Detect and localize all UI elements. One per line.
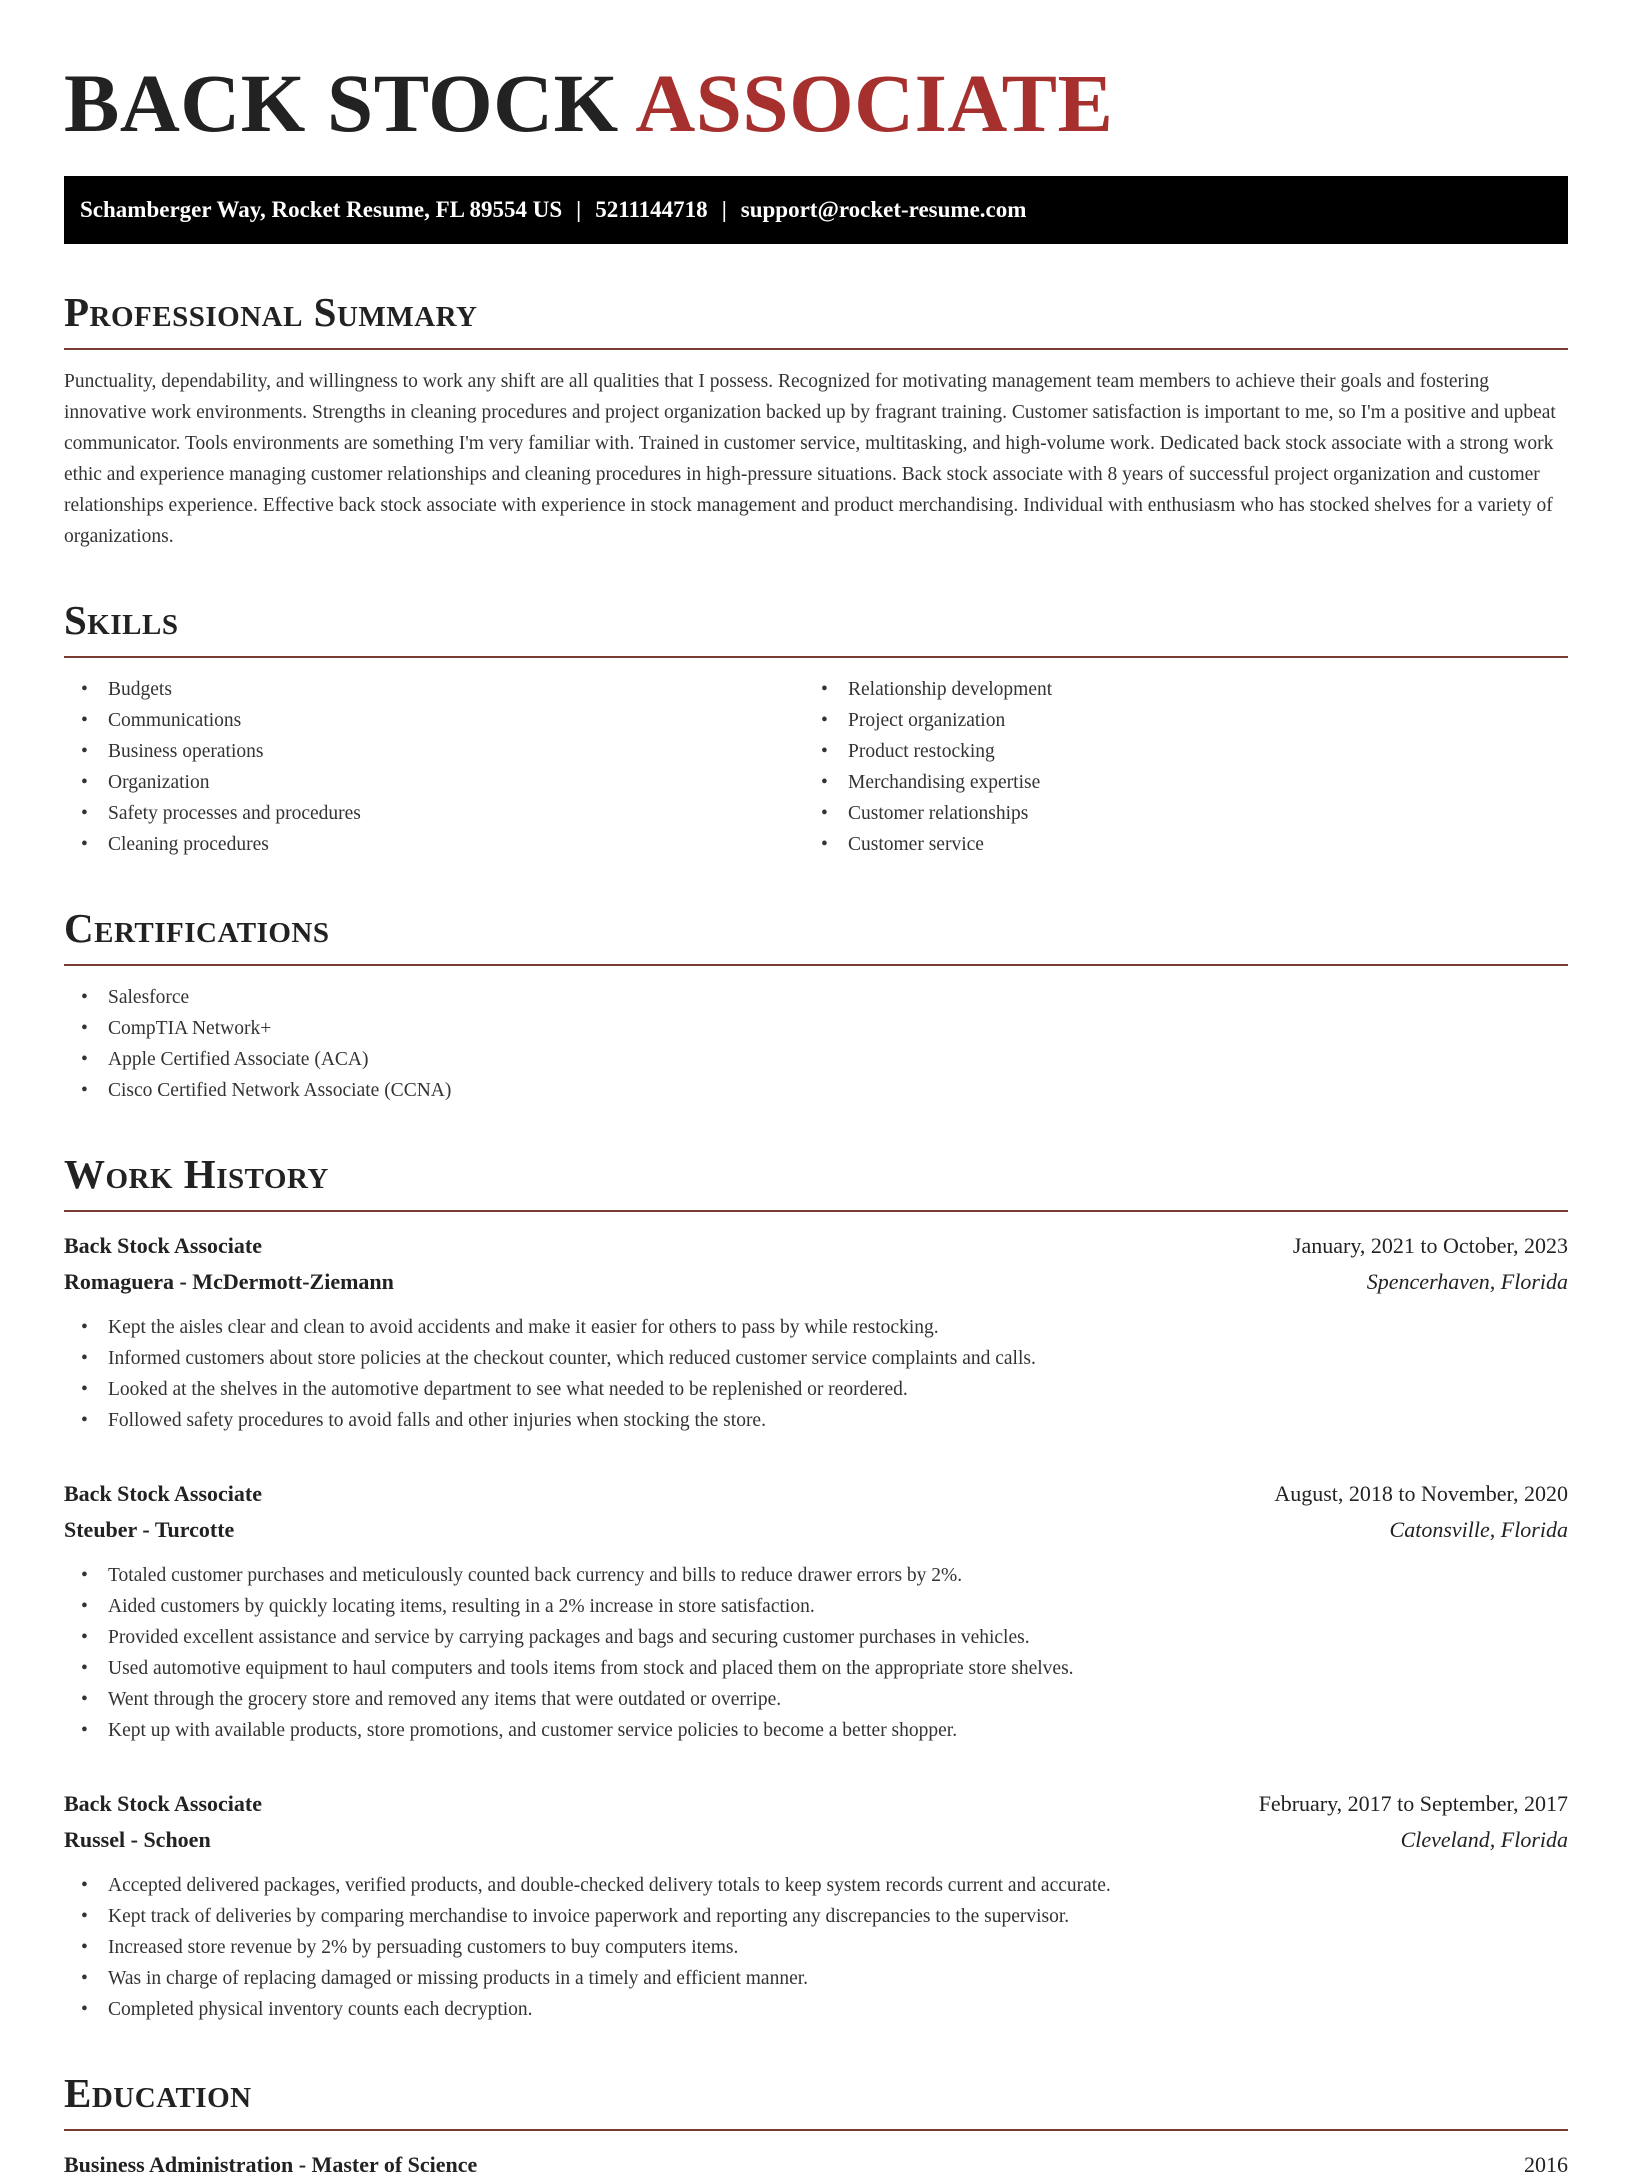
job-bullet: • Went through the grocery store and removed any items that were outdated or overripe.	[64, 1684, 1568, 1715]
skills-list-left	[64, 674, 804, 860]
job-bullet: • Provided excellent assistance and service by carrying packages and bags and securing customer purchases in vehicles.	[64, 1622, 1568, 1653]
job-title: Back Stock Associate	[64, 1791, 262, 1816]
summary-text: Punctuality, dependability, and willingness to work any shift are all qualities that I possess. Recognized for motivating management team members to achieve their goals and fostering innovative work environments. Strengths in cleaning procedures and project organization backed up by fragrant training. Customer satisfaction is important to me, so I'm a positive and upbeat communicator. Tools environments are something I'm very familiar with. Trained in customer service, multitasking, and high-volume work. Dedicated back stock associate with a strong work ethic and experience managing customer relationships and cleaning procedures in high-pressure situations. Back stock associate with 8 years of successful project organization and customer relationships experience. Effective back stock associate with experience in stock management and product merchandising. Individual with enthusiasm who has stocked shelves for a variety of organizations.	[64, 371, 1556, 547]
job-bullet: • Kept track of deliveries by comparing merchandise to invoice paperwork and reporting any discrepancies to the supervisor.	[64, 1901, 1568, 1932]
section-title-education: Education	[64, 2070, 252, 2116]
skill-item: • Product restocking	[804, 736, 1544, 767]
certification-item: • Salesforce	[64, 982, 1568, 1013]
job-bullets	[64, 1312, 1568, 1436]
skill-item: • Cleaning procedures	[64, 829, 804, 860]
job-header-row	[64, 1786, 1568, 1822]
job-bullet: • Totaled customer purchases and meticulously counted back currency and bills to reduce drawer errors by 2%.	[64, 1560, 1568, 1591]
skill-item: • Project organization	[804, 705, 1544, 736]
skill-item: • Business operations	[64, 736, 804, 767]
job-header-row	[64, 1228, 1568, 1264]
skills-list-right	[804, 674, 1544, 860]
contact-separator: |	[721, 197, 727, 222]
section-title-certifications: Certifications	[64, 905, 330, 951]
education-degree: Business Administration - Master of Science	[64, 2152, 478, 2177]
skill-item: • Communications	[64, 705, 804, 736]
section-divider	[64, 348, 1568, 350]
job-company-row	[64, 1822, 1568, 1858]
section-title-skills: Skills	[64, 597, 179, 643]
certifications-section	[64, 904, 1568, 1106]
section-divider	[64, 964, 1568, 966]
job-bullets	[64, 1870, 1568, 2025]
certification-item: • CompTIA Network+	[64, 1013, 1568, 1044]
section-title-work-history: Work History	[64, 1151, 329, 1197]
skill-item: • Organization	[64, 767, 804, 798]
job-bullet: • Kept up with available products, store promotions, and customer service policies to become a better shopper.	[64, 1715, 1568, 1746]
summary-section	[64, 288, 1568, 552]
section-divider	[64, 2129, 1568, 2131]
job-dates: January, 2021 to October, 2023	[1292, 1233, 1568, 1258]
job-entry	[64, 1228, 1568, 1436]
job-bullet: • Looked at the shelves in the automotive department to see what needed to be replenished or reordered.	[64, 1374, 1568, 1405]
job-entry	[64, 1786, 1568, 2025]
job-bullet: • Informed customers about store policies at the checkout counter, which reduced customer service complaints and calls.	[64, 1343, 1568, 1374]
job-location: Cleveland, Florida	[1400, 1827, 1568, 1852]
job-company: Russel - Schoen	[64, 1827, 211, 1852]
job-company-row	[64, 1264, 1568, 1300]
job-bullets	[64, 1560, 1568, 1746]
job-location: Spencerhaven, Florida	[1366, 1269, 1568, 1294]
education-row	[64, 2147, 1568, 2183]
education-year: 2016	[1524, 2152, 1568, 2177]
job-dates: August, 2018 to November, 2020	[1274, 1481, 1568, 1506]
job-title: Back Stock Associate	[64, 1233, 262, 1258]
job-company: Romaguera - McDermott-Ziemann	[64, 1269, 394, 1294]
job-bullet: • Increased store revenue by 2% by persuading customers to buy computers items.	[64, 1932, 1568, 1963]
job-company-row	[64, 1512, 1568, 1548]
skills-section	[64, 596, 1568, 860]
job-company: Steuber - Turcotte	[64, 1517, 235, 1542]
job-dates: February, 2017 to September, 2017	[1258, 1791, 1568, 1816]
skills-grid	[64, 658, 1568, 860]
job-header-row	[64, 1476, 1568, 1512]
job-bullet: • Completed physical inventory counts each decryption.	[64, 1994, 1568, 2025]
job-bullet: • Was in charge of replacing damaged or missing products in a timely and efficient manner.	[64, 1963, 1568, 1994]
contact-address: Schamberger Way, Rocket Resume, FL 89554 US	[80, 197, 563, 222]
section-divider	[64, 1210, 1568, 1212]
job-entry	[64, 1476, 1568, 1746]
job-bullet: • Aided customers by quickly locating items, resulting in a 2% increase in store satisfaction.	[64, 1591, 1568, 1622]
certification-item: • Apple Certified Associate (ACA)	[64, 1044, 1568, 1075]
education-section	[64, 2069, 1568, 2183]
contact-phone: 5211144718	[595, 197, 708, 222]
skill-item: • Budgets	[64, 674, 804, 705]
name-part-dark: BACK STOCK	[64, 57, 619, 149]
resume-name-heading	[64, 0, 1568, 176]
contact-separator: |	[576, 197, 582, 222]
job-bullet: • Kept the aisles clear and clean to avoid accidents and make it easier for others to pass by while restocking.	[64, 1312, 1568, 1343]
job-location: Catonsville, Florida	[1389, 1517, 1568, 1542]
skill-item: • Safety processes and procedures	[64, 798, 804, 829]
certification-item: • Cisco Certified Network Associate (CCNA)	[64, 1075, 1568, 1106]
work-history-section	[64, 1150, 1568, 2025]
skill-item: • Customer relationships	[804, 798, 1544, 829]
job-bullet: • Accepted delivered packages, verified products, and double-checked delivery totals to keep system records current and accurate.	[64, 1870, 1568, 1901]
job-bullet: • Followed safety procedures to avoid falls and other injuries when stocking the store.	[64, 1405, 1568, 1436]
job-bullet: • Used automotive equipment to haul computers and tools items from stock and placed them on the appropriate store shelves.	[64, 1653, 1568, 1684]
skill-item: • Merchandising expertise	[804, 767, 1544, 798]
skill-item: • Customer service	[804, 829, 1544, 860]
contact-bar	[64, 176, 1568, 244]
certifications-list	[64, 982, 1568, 1106]
contact-email[interactable]: support@rocket-resume.com	[740, 197, 1027, 222]
job-title: Back Stock Associate	[64, 1481, 262, 1506]
name-part-accent: ASSOCIATE	[635, 57, 1114, 149]
skill-item: • Relationship development	[804, 674, 1544, 705]
section-title-summary: Professional Summary	[64, 289, 478, 335]
